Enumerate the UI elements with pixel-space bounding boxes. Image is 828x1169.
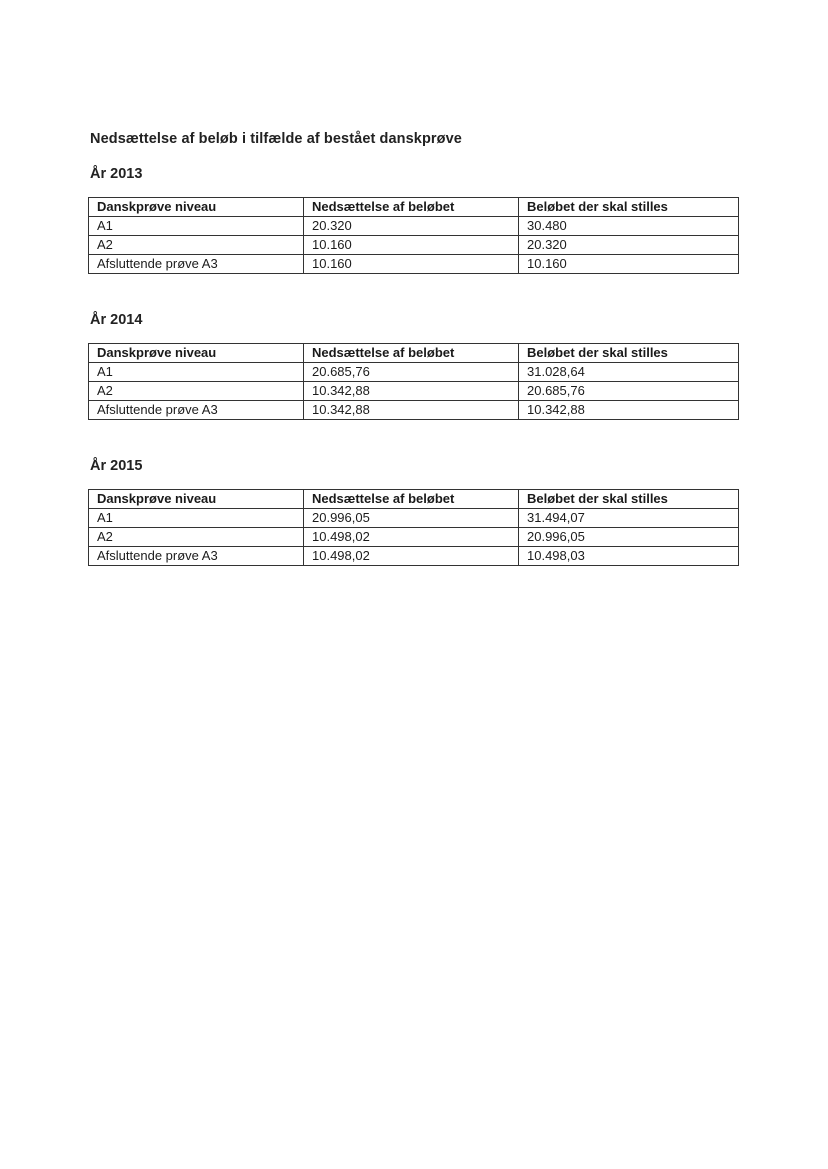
table-cell: Afsluttende prøve A3 bbox=[89, 401, 304, 420]
table-cell: 10.342,88 bbox=[304, 382, 519, 401]
table-cell: A2 bbox=[89, 528, 304, 547]
header-cell-nedsaettelse: Nedsættelse af beløbet bbox=[304, 344, 519, 363]
year-section-2015 bbox=[88, 458, 740, 566]
table-cell: A2 bbox=[89, 236, 304, 255]
header-cell-niveau: Danskprøve niveau bbox=[89, 198, 304, 217]
table-cell: 20.996,05 bbox=[519, 528, 739, 547]
table-header-row bbox=[89, 344, 739, 363]
header-cell-nedsaettelse: Nedsættelse af beløbet bbox=[304, 198, 519, 217]
table-cell: 30.480 bbox=[519, 217, 739, 236]
table-cell: A2 bbox=[89, 382, 304, 401]
year-section-2014 bbox=[88, 312, 740, 420]
table-header-row bbox=[89, 490, 739, 509]
header-cell-beloebet: Beløbet der skal stilles bbox=[519, 198, 739, 217]
danskprove-table-2015 bbox=[88, 489, 739, 566]
table-cell: 10.498,02 bbox=[304, 528, 519, 547]
year-label-2015: År 2015 bbox=[90, 458, 143, 474]
table-cell: 10.342,88 bbox=[519, 401, 739, 420]
table-cell: A1 bbox=[89, 217, 304, 236]
table-row bbox=[89, 547, 739, 566]
document-page bbox=[88, 131, 740, 604]
table-cell: 10.160 bbox=[304, 236, 519, 255]
header-cell-niveau: Danskprøve niveau bbox=[89, 344, 304, 363]
table-row bbox=[89, 509, 739, 528]
header-cell-niveau: Danskprøve niveau bbox=[89, 490, 304, 509]
table-row bbox=[89, 401, 739, 420]
table-cell: 31.028,64 bbox=[519, 363, 739, 382]
table-cell: 10.498,03 bbox=[519, 547, 739, 566]
table-cell: 20.996,05 bbox=[304, 509, 519, 528]
table-cell: 10.160 bbox=[519, 255, 739, 274]
year-label-2014: År 2014 bbox=[90, 312, 143, 328]
table-cell: 20.320 bbox=[304, 217, 519, 236]
table-cell: A1 bbox=[89, 509, 304, 528]
header-cell-beloebet: Beløbet der skal stilles bbox=[519, 490, 739, 509]
document-title: Nedsættelse af beløb i tilfælde af bestået danskprøve bbox=[90, 131, 462, 147]
table-header-row bbox=[89, 198, 739, 217]
table-cell: 20.685,76 bbox=[304, 363, 519, 382]
table-cell: 31.494,07 bbox=[519, 509, 739, 528]
table-cell: Afsluttende prøve A3 bbox=[89, 255, 304, 274]
table-row bbox=[89, 236, 739, 255]
year-section-2013 bbox=[88, 166, 740, 274]
table-row bbox=[89, 255, 739, 274]
table-row bbox=[89, 528, 739, 547]
table-row bbox=[89, 382, 739, 401]
table-cell: Afsluttende prøve A3 bbox=[89, 547, 304, 566]
table-cell: 10.342,88 bbox=[304, 401, 519, 420]
header-cell-nedsaettelse: Nedsættelse af beløbet bbox=[304, 490, 519, 509]
table-cell: 10.498,02 bbox=[304, 547, 519, 566]
danskprove-table-2013 bbox=[88, 197, 739, 274]
table-cell: A1 bbox=[89, 363, 304, 382]
table-row bbox=[89, 363, 739, 382]
table-cell: 20.685,76 bbox=[519, 382, 739, 401]
table-cell: 20.320 bbox=[519, 236, 739, 255]
table-row bbox=[89, 217, 739, 236]
danskprove-table-2014 bbox=[88, 343, 739, 420]
year-label-2013: År 2013 bbox=[90, 166, 143, 182]
table-cell: 10.160 bbox=[304, 255, 519, 274]
header-cell-beloebet: Beløbet der skal stilles bbox=[519, 344, 739, 363]
